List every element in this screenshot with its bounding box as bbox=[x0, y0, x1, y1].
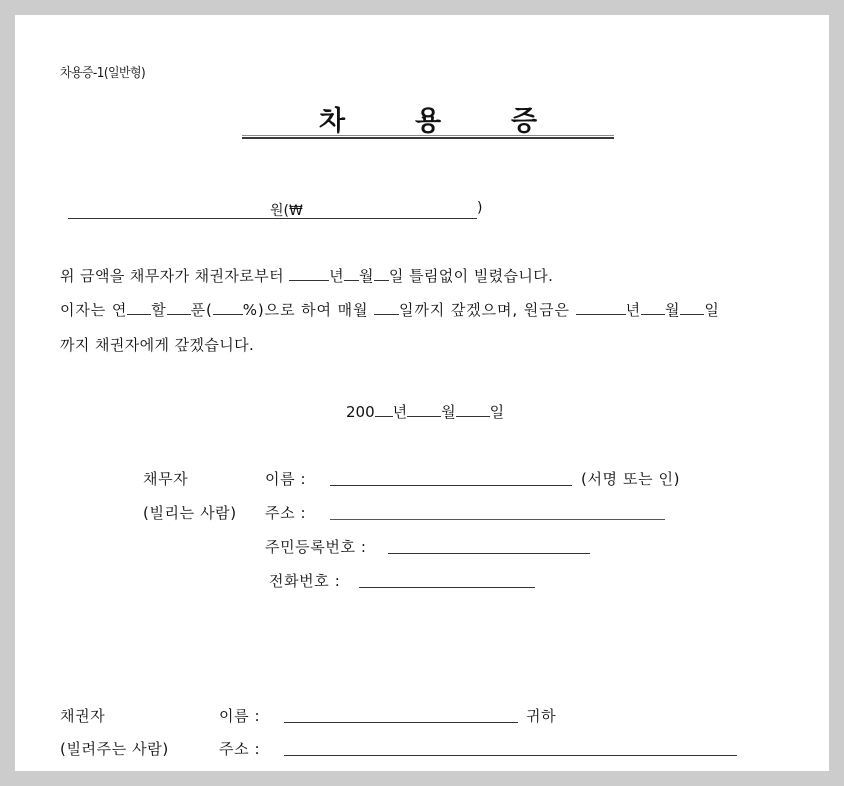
debtor-id-label: 주민등록번호 : bbox=[265, 538, 367, 556]
interest-percent-blank[interactable] bbox=[213, 300, 243, 315]
monthly-day-blank[interactable] bbox=[374, 300, 399, 315]
creditor-address-label: 주소 : bbox=[219, 740, 261, 758]
title-underline bbox=[242, 135, 614, 139]
document-title bbox=[242, 99, 614, 138]
line2-day-label: 일 bbox=[704, 301, 720, 319]
creditor-honorific: 귀하 bbox=[526, 707, 557, 725]
creditor-name-label: 이름 : bbox=[219, 707, 261, 725]
line2-year-label: 년 bbox=[625, 301, 641, 319]
debtor-name-field[interactable] bbox=[330, 485, 572, 486]
title-char-3: 증 bbox=[510, 106, 538, 137]
creditor-name-field[interactable] bbox=[284, 722, 518, 723]
debtor-sign-note: (서명 또는 인) bbox=[581, 470, 681, 488]
line2-pun-label: 푼( bbox=[190, 301, 213, 319]
debtor-id-field[interactable] bbox=[388, 553, 590, 554]
title-char-1: 차 bbox=[318, 106, 346, 137]
creditor-role: 채권자 bbox=[60, 707, 106, 725]
paragraph-line-2 bbox=[60, 299, 720, 320]
debtor-phone-label: 전화번호 : bbox=[269, 572, 341, 590]
date-year-label: 년 bbox=[392, 403, 408, 421]
date-day-label: 일 bbox=[489, 403, 505, 421]
debtor-role: 채무자 bbox=[143, 470, 189, 488]
principal-day-blank[interactable] bbox=[680, 300, 704, 315]
debtor-address-label: 주소 : bbox=[265, 504, 307, 522]
line2-hal-label: 할 bbox=[151, 301, 167, 319]
creditor-address-field[interactable] bbox=[284, 755, 737, 756]
debtor-role-desc: (빌리는 사람) bbox=[143, 504, 237, 522]
principal-year-blank[interactable] bbox=[576, 300, 626, 315]
interest-hal-blank[interactable] bbox=[167, 300, 191, 315]
line2-day-until: 일까지 갚겠으며, 원금은 bbox=[399, 301, 576, 319]
contract-date bbox=[346, 401, 504, 422]
line2-percent-label: %)으로 하여 매월 bbox=[242, 301, 375, 319]
line1-prefix: 위 금액을 채무자가 채권자로부터 bbox=[60, 267, 290, 285]
document-page bbox=[15, 15, 829, 771]
date-day-blank[interactable] bbox=[456, 402, 490, 417]
line2-prefix: 이자는 연 bbox=[60, 301, 128, 319]
debtor-address-field[interactable] bbox=[330, 519, 665, 520]
line1-month-label: 월 bbox=[359, 267, 374, 285]
principal-month-blank[interactable] bbox=[641, 300, 665, 315]
paragraph-line-1 bbox=[60, 265, 553, 286]
line1-day-label: 일 bbox=[388, 267, 404, 285]
line1-year-label: 년 bbox=[329, 267, 345, 285]
amount-close-paren: ) bbox=[477, 200, 483, 216]
line1-suffix: 틀림없이 빌렸습니다. bbox=[403, 267, 554, 285]
borrow-month-blank[interactable] bbox=[344, 266, 359, 281]
borrow-year-blank[interactable] bbox=[289, 266, 329, 281]
date-prefix: 200 bbox=[346, 403, 375, 421]
date-year-blank[interactable] bbox=[375, 402, 393, 417]
paragraph-line-3: 까지 채권자에게 갚겠습니다. bbox=[60, 336, 255, 354]
borrow-day-blank[interactable] bbox=[374, 266, 389, 281]
debtor-name-label: 이름 : bbox=[265, 470, 307, 488]
debtor-phone-field[interactable] bbox=[359, 587, 535, 588]
date-month-label: 월 bbox=[441, 403, 456, 421]
amount-won-label: 원(₩ bbox=[270, 203, 303, 219]
date-month-blank[interactable] bbox=[407, 402, 441, 417]
line2-month-label: 월 bbox=[665, 301, 681, 319]
creditor-role-desc: (빌려주는 사람) bbox=[60, 740, 169, 758]
form-code: 차용증-1(일반형) bbox=[60, 66, 146, 81]
interest-year-blank[interactable] bbox=[127, 300, 151, 315]
title-char-2: 용 bbox=[414, 106, 442, 137]
